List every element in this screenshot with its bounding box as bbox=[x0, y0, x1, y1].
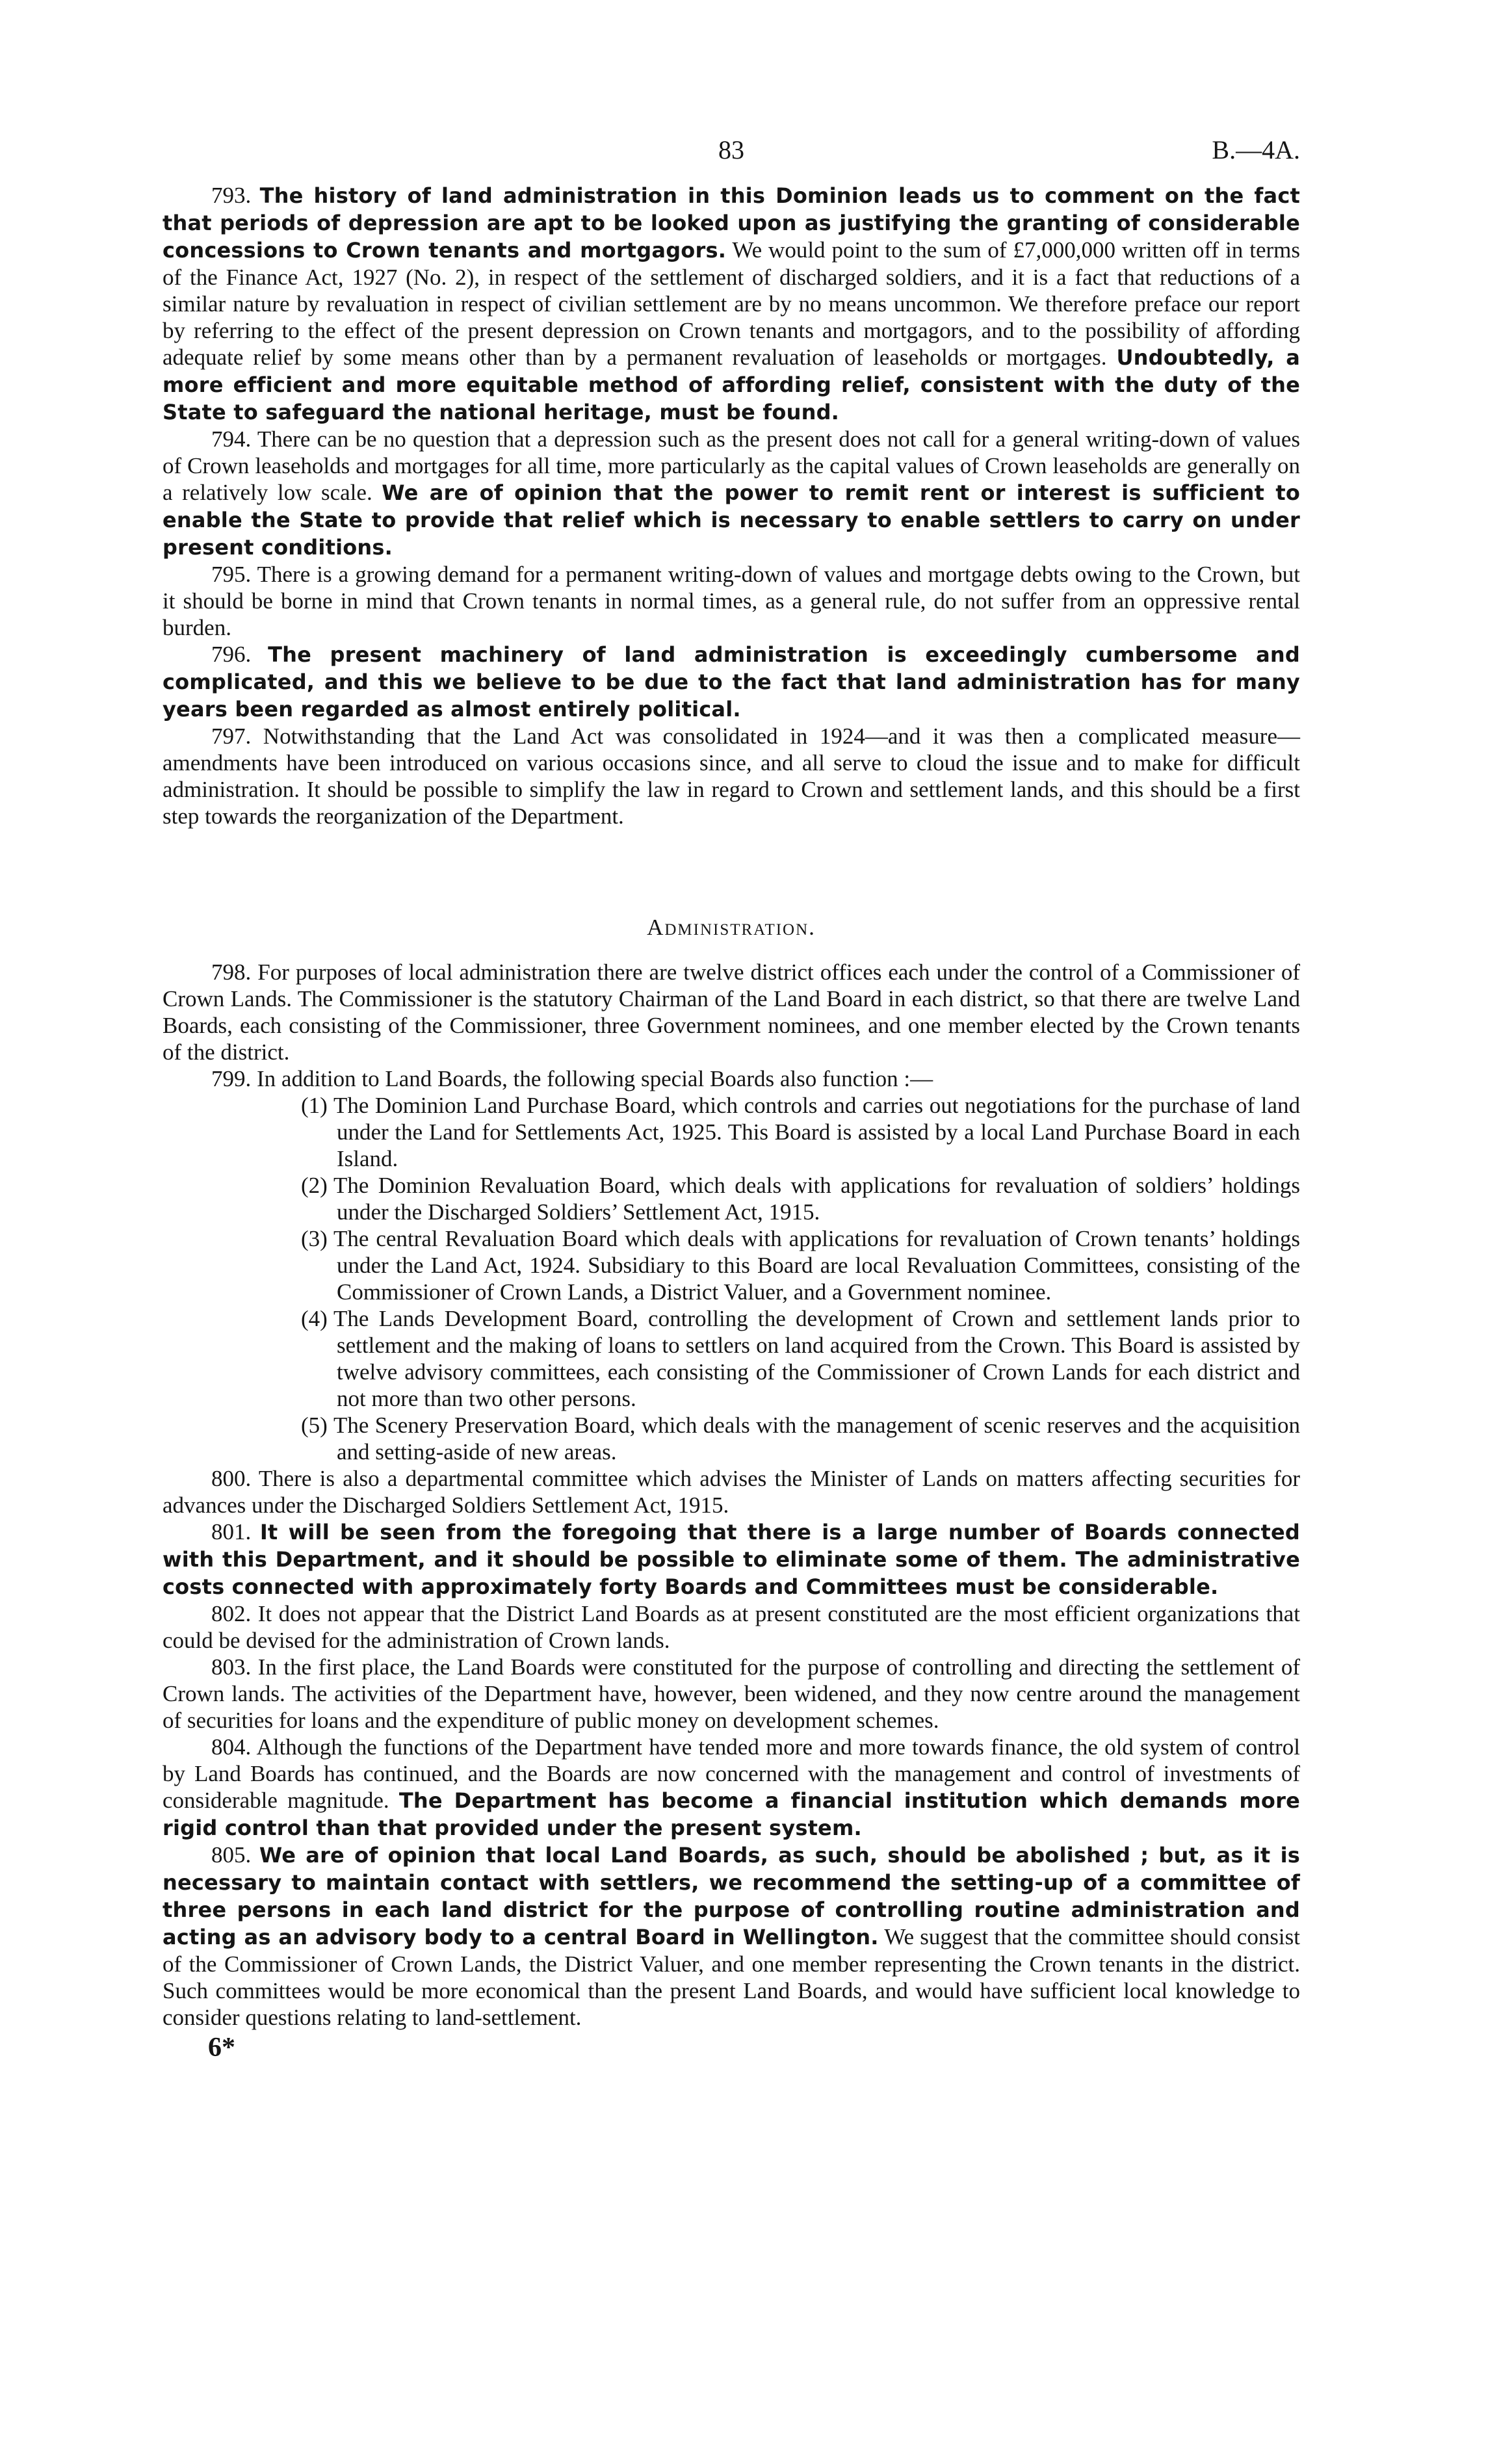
paragraph-number: 805. bbox=[211, 1842, 252, 1868]
list-item-number: (1) bbox=[301, 1093, 328, 1118]
paragraph-number: 801. bbox=[211, 1519, 252, 1544]
body-text: For purposes of local administration there are twelve district offices each under the control of a Commissioner of Crown Lands. The Commissioner is the statutory Chairman of the Land Board in each district, so that there are twelve Land Boards, each consisting of the Commissioner, three Government nominees, and one member elected by the Crown tenants of the district. bbox=[163, 959, 1300, 1065]
paragraph-794 bbox=[163, 426, 1300, 561]
body-text: Notwithstanding that the Land Act was consolidated in 1924—and it was then a complicated measure—amendments have been introduced on various occasions since, and all serve to cloud the issue and to make for difficult administration. It should be possible to simplify the law in regard to Crown and settlement lands, and this should be a first step towards the reorganization of the Department. bbox=[163, 723, 1300, 829]
list-item-number: (4) bbox=[301, 1306, 328, 1331]
page-header bbox=[163, 137, 1300, 182]
list-item-number: (5) bbox=[301, 1413, 328, 1438]
list-item-text: The Scenery Preservation Board, which deals with the management of scenic reserves and the acquisition and setting-aside of new areas. bbox=[333, 1413, 1300, 1465]
body-text: It does not appear that the District Land Boards as at present constituted are the most efficient organizations that could be devised for the administration of Crown lands. bbox=[163, 1601, 1300, 1653]
paragraph-number: 797. bbox=[211, 723, 252, 749]
list-item-text: The central Revaluation Board which deals with applications for revaluation of Crown tenants’ holdings under the Land Act, 1924. Subsidiary to this Board are local Revaluation Committees, consisting of the Commissioner of Crown Lands, a District Valuer, and a Government nominee. bbox=[333, 1226, 1300, 1305]
body-text: We would point to the sum of £7,000,000 written off in terms of the Finance Act, 1927 (No. 2), in respect of the settlement of discharged soldiers, and it is a fact that reductions of a similar nature by revaluation in respect of civilian settlement are by no means uncommon. We therefore preface our report by referring to the effect of the present depression on Crown tenants and mortgagors, and to the possibility of affording adequate relief by some means other than by a permanent revaluation of leaseholds or mortgages. bbox=[163, 237, 1300, 370]
paragraph-number: 804. bbox=[211, 1734, 252, 1760]
paragraph-number: 796. bbox=[211, 642, 252, 667]
emphasis-text: The history of land administration in this Dominion leads us to comment on the fact that periods of depression are apt to be looked upon as justifying the granting of considerable concessions to Crown tenants and mortgagors. bbox=[163, 183, 1301, 263]
paragraph-number: 795. bbox=[211, 562, 252, 587]
paragraph-804 bbox=[163, 1734, 1300, 1842]
signature-mark: 6* bbox=[208, 2033, 235, 2063]
emphasis-text: Undoubtedly, a more efficient and more equitable method of affording relief, consistent with the duty of the State to safeguard the national heritage, must be found. bbox=[163, 345, 1300, 424]
list-item bbox=[163, 1172, 1300, 1225]
body-text: In addition to Land Boards, the following special Boards also function :— bbox=[251, 1066, 933, 1091]
paragraph-800 bbox=[163, 1465, 1300, 1518]
paragraph-799 bbox=[163, 1065, 1300, 1092]
paragraph-number: 799. bbox=[211, 1066, 252, 1091]
paragraph-number: 800. bbox=[211, 1466, 252, 1491]
list-item-text: The Dominion Land Purchase Board, which controls and carries out negotiations for the purchase of land under the Land for Settlements Act, 1925. This Board is assisted by a local Land Purchase Board in each Island. bbox=[333, 1093, 1300, 1171]
list-item bbox=[163, 1092, 1300, 1172]
paragraph-number: 794. bbox=[211, 426, 252, 452]
list-item bbox=[163, 1305, 1300, 1412]
section-heading: Administration. bbox=[647, 915, 816, 940]
paragraph-802 bbox=[163, 1600, 1300, 1654]
emphasis-text: The present machinery of land administration is exceedingly cumbersome and complicated, and this we believe to be due to the fact that land administration has for many years been regarded as almost entirely political. bbox=[163, 642, 1300, 722]
list-item-number: (2) bbox=[301, 1173, 328, 1198]
paragraph-795 bbox=[163, 561, 1300, 641]
paragraph-805 bbox=[163, 1842, 1300, 2031]
body-text: There is also a departmental committee which advises the Minister of Lands on matters affecting securities for advances under the Discharged Soldiers Settlement Act, 1915. bbox=[163, 1466, 1300, 1518]
paragraph-798 bbox=[163, 959, 1300, 1065]
paragraph-803 bbox=[163, 1654, 1300, 1734]
paragraph-797 bbox=[163, 723, 1300, 829]
list-item bbox=[163, 1225, 1300, 1305]
emphasis-text: The Department has become a financial institution which demands more rigid control than that provided under the present system. bbox=[163, 1788, 1300, 1840]
paragraph-796 bbox=[163, 641, 1300, 723]
paragraph-number: 793. bbox=[211, 183, 252, 208]
section-spacer bbox=[163, 829, 1300, 914]
list-item bbox=[163, 1412, 1300, 1465]
paragraph-number: 802. bbox=[211, 1601, 252, 1626]
paragraph-801 bbox=[163, 1518, 1300, 1600]
body-text: There can be no question that a depression such as the present does not call for a general writing-down of values of Crown leaseholds and mortgages for all time, more particularly as the capital values of Crown leaseholds are generally on a relatively low scale. bbox=[163, 426, 1300, 505]
list-item-text: The Lands Development Board, controlling the development of Crown and settlement lands prior to settlement and the making of loans to settlers on land acquired from the Crown. This Board is assisted by twelve advisory committees, each consisting of the Commissioner of Crown Lands for each district and not more than two other persons. bbox=[333, 1306, 1300, 1411]
body-text: Although the functions of the Department have tended more and more towards finance, the old system of control by Land Boards has continued, and the Boards are now concerned with the management and control of investments of considerable magnitude. bbox=[163, 1734, 1300, 1813]
boards-list bbox=[163, 1092, 1300, 1465]
emphasis-text: We are of opinion that local Land Boards, as such, should be abolished ; but, as it is necessary to maintain contact with settlers, we recommend the setting-up of a committee of three persons in each land district for the purpose of controlling routine administration and acting as an advisory body to a central Board in Wellington. bbox=[163, 1843, 1301, 1949]
document-reference: B.—4A. bbox=[1212, 135, 1300, 164]
body-text: In the first place, the Land Boards were constituted for the purpose of controlling and directing the settlement of Crown lands. The activities of the Department have, however, been widened, and they now centre around the management of securities for loans and the expenditure of public money on development schemes. bbox=[163, 1654, 1300, 1733]
body-text: We suggest that the committee should consist of the Commissioner of Crown Lands, the District Valuer, and one member representing the Crown tenants in the district. Such committees would be more economical than the present Land Boards, and would have sufficient local knowledge to consider questions relating to land-settlement. bbox=[163, 1924, 1301, 2030]
paragraph-number: 803. bbox=[211, 1654, 252, 1680]
list-item-number: (3) bbox=[301, 1226, 328, 1251]
document-page bbox=[163, 137, 1300, 2061]
paragraph-793 bbox=[163, 182, 1300, 426]
emphasis-text: We are of opinion that the power to remit rent or interest is sufficient to enable the State to provide that relief which is necessary to enable settlers to carry on under present conditions. bbox=[163, 480, 1301, 560]
page-number: 83 bbox=[718, 135, 744, 164]
body-text: There is a growing demand for a permanent writing-down of values and mortgage debts owing to the Crown, but it should be borne in mind that Crown tenants in normal times, as a general rule, do not suffer from an oppressive rental burden. bbox=[163, 562, 1300, 640]
paragraph-number: 798. bbox=[211, 959, 252, 985]
emphasis-text: It will be seen from the foregoing that there is a large number of Boards connected with this Department, and it should be possible to eliminate some of them. The administrative costs connected with approximately forty Boards and Committees must be considerable. bbox=[163, 1520, 1300, 1599]
list-item-text: The Dominion Revaluation Board, which deals with applications for revaluation of soldiers’ holdings under the Discharged Soldiers’ Settlement Act, 1915. bbox=[333, 1173, 1300, 1225]
